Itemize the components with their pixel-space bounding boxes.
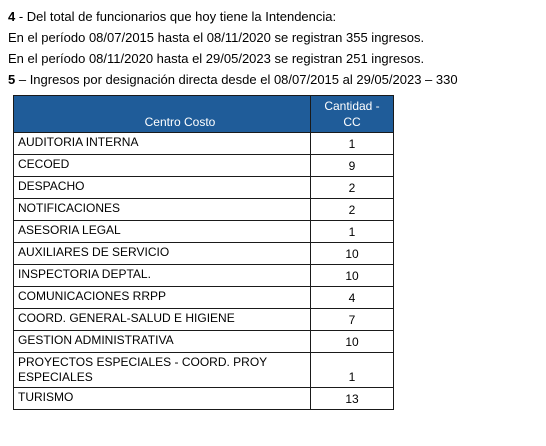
cost-center-name: CECOED xyxy=(14,155,311,177)
cost-center-quantity: 2 xyxy=(311,199,394,221)
cost-center-name: DESPACHO xyxy=(14,177,311,199)
period-2-line: En el período 08/11/2020 hasta el 29/05/2023 se registran 251 ingresos. xyxy=(8,51,425,66)
cost-center-quantity: 1 xyxy=(311,353,394,388)
table-row xyxy=(14,177,394,199)
cost-center-quantity: 1 xyxy=(311,133,394,155)
item-4-line xyxy=(8,6,544,27)
cost-center-name: GESTION ADMINISTRATIVA xyxy=(14,331,311,353)
intro-text xyxy=(8,6,544,90)
item-5-text: – Ingresos por designación directa desde el 08/07/2015 al 29/05/2023 – 330 xyxy=(15,72,458,87)
cost-center-name: TURISMO xyxy=(14,388,311,410)
table-body xyxy=(14,133,394,410)
cost-center-name: AUDITORIA INTERNA xyxy=(14,133,311,155)
cost-center-name: PROYECTOS ESPECIALES - COORD. PROY ESPECIALES xyxy=(14,353,311,388)
cost-center-quantity: 13 xyxy=(311,388,394,410)
table-row xyxy=(14,388,394,410)
cost-center-quantity: 4 xyxy=(311,287,394,309)
cost-center-name: NOTIFICACIONES xyxy=(14,199,311,221)
cost-center-quantity: 7 xyxy=(311,309,394,331)
cost-center-name: ASESORIA LEGAL xyxy=(14,221,311,243)
table-row xyxy=(14,331,394,353)
header-cantidad: Cantidad - CC xyxy=(311,96,394,133)
cost-center-quantity: 10 xyxy=(311,243,394,265)
cost-center-quantity: 10 xyxy=(311,331,394,353)
cost-center-name: COORD. GENERAL-SALUD E HIGIENE xyxy=(14,309,311,331)
cost-center-quantity: 2 xyxy=(311,177,394,199)
table-header-row xyxy=(14,96,394,133)
period-1-line: En el período 08/07/2015 hasta el 08/11/2020 se registran 355 ingresos. xyxy=(8,30,425,45)
table-row xyxy=(14,243,394,265)
table-row xyxy=(14,133,394,155)
item-4-number: 4 xyxy=(8,9,16,24)
table-row xyxy=(14,265,394,287)
cost-center-table xyxy=(13,95,394,410)
cost-center-quantity: 10 xyxy=(311,265,394,287)
cost-center-quantity: 1 xyxy=(311,221,394,243)
cost-center-quantity: 9 xyxy=(311,155,394,177)
header-centro-costo: Centro Costo xyxy=(14,96,311,133)
cost-center-name: INSPECTORIA DEPTAL. xyxy=(14,265,311,287)
item-5-line xyxy=(8,69,544,90)
table-row xyxy=(14,155,394,177)
table-row xyxy=(14,199,394,221)
table-row xyxy=(14,353,394,388)
table-row xyxy=(14,309,394,331)
cost-center-name: AUXILIARES DE SERVICIO xyxy=(14,243,311,265)
cost-center-name: COMUNICACIONES RRPP xyxy=(14,287,311,309)
item-5-number: 5 xyxy=(8,72,16,87)
item-4-text: - Del total de funcionarios que hoy tiene la Intendencia: xyxy=(15,9,337,24)
table-row xyxy=(14,287,394,309)
table-row xyxy=(14,221,394,243)
